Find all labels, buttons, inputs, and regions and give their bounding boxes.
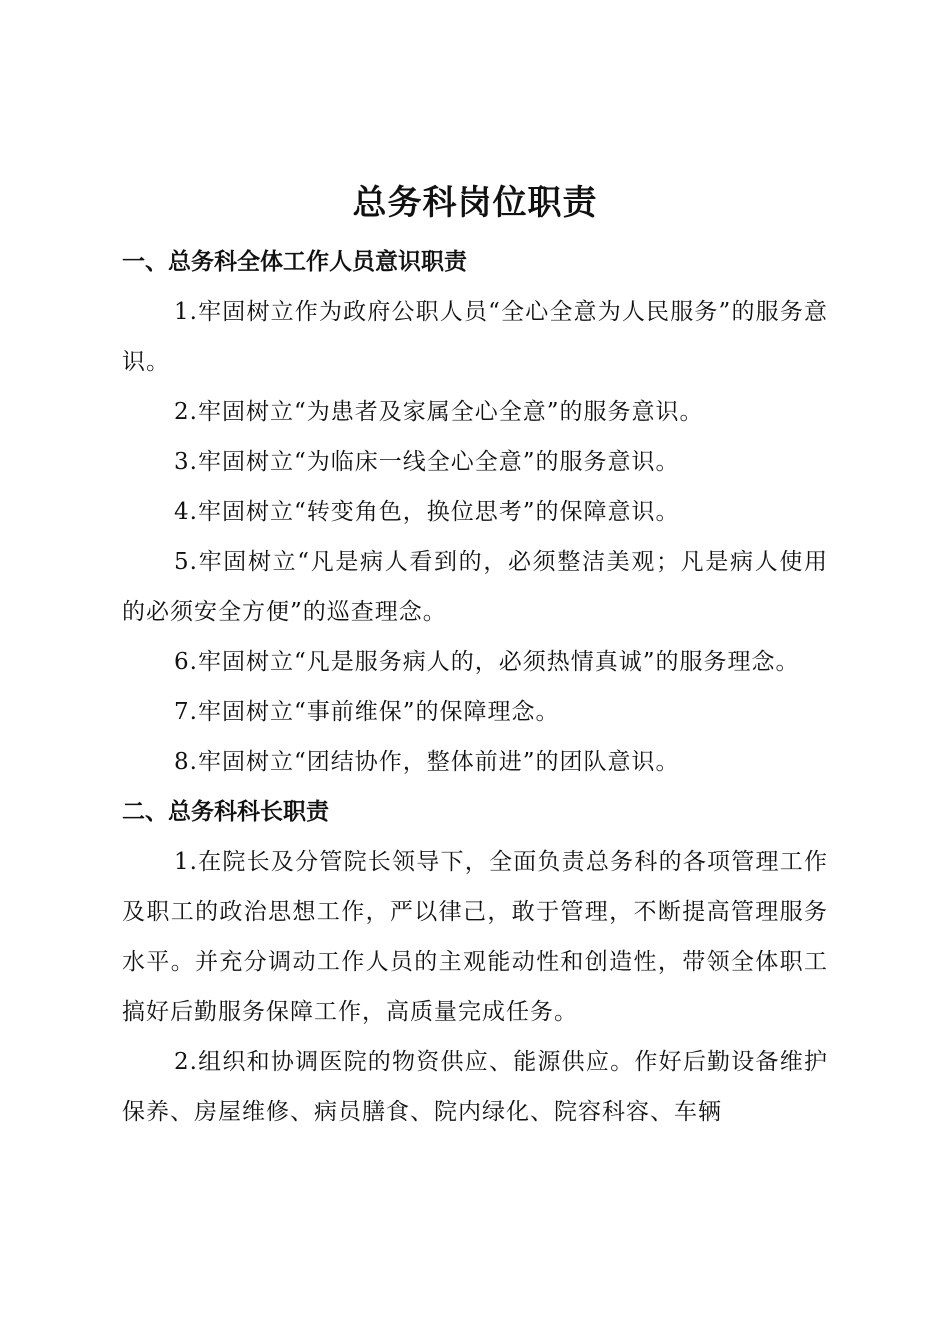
duty-item: 5.牢固树立“凡是病人看到的，必须整洁美观；凡是病人使用的必须安全方便”的巡查理念。 — [122, 549, 828, 625]
section-heading: 一、总务科全体工作人员意识职责 — [122, 249, 467, 275]
duty-item: 7.牢固树立“事前维保”的保障理念。 — [174, 699, 560, 725]
duty-item: 2.组织和协调医院的物资供应、能源供应。作好后勤设备维护保养、房屋维修、病员膳食、院内绿化、院容科容、车辆 — [122, 1049, 828, 1125]
duty-item: 8.牢固树立“团结协作，整体前进”的团队意识。 — [174, 749, 680, 775]
document-page — [122, 175, 828, 1137]
section-chief-duties — [122, 787, 828, 1137]
duty-item: 2.牢固树立“为患者及家属全心全意”的服务意识。 — [174, 399, 704, 425]
duty-item: 1.在院长及分管院长领导下，全面负责总务科的各项管理工作及职工的政治思想工作，严以律己，敢于管理，不断提高管理服务水平。并充分调动工作人员的主观能动性和创造性，带领全体职工搞好后勤服务保障工作，高质量完成任务。 — [122, 849, 828, 1025]
duty-item: 3.牢固树立“为临床一线全心全意”的服务意识。 — [174, 449, 680, 475]
duty-item: 4.牢固树立“转变角色，换位思考”的保障意识。 — [174, 499, 680, 525]
section-awareness-duties — [122, 237, 828, 787]
duty-item: 6.牢固树立“凡是服务病人的，必须热情真诚”的服务理念。 — [174, 649, 800, 675]
duty-item: 1.牢固树立作为政府公职人员“全心全意为人民服务”的服务意识。 — [122, 299, 828, 375]
section-heading: 二、总务科科长职责 — [122, 799, 329, 825]
document-title: 总务科岗位职责 — [352, 183, 598, 223]
